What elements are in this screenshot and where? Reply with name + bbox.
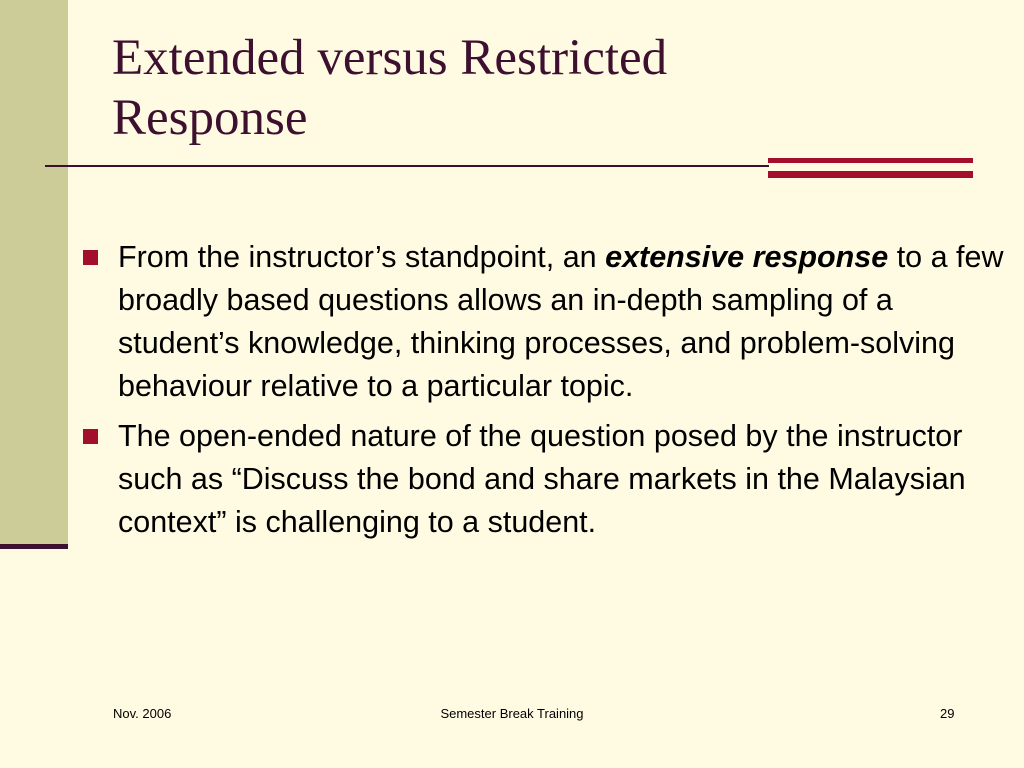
slide-body — [80, 236, 1015, 551]
sidebar-underline — [0, 544, 68, 549]
bullet-item-2 — [80, 415, 1015, 544]
bullet-1-emphasis: extensive response — [605, 240, 889, 274]
bullet-item-1 — [80, 236, 1015, 408]
title-accent-stripes — [768, 158, 973, 178]
slide-title — [112, 28, 932, 148]
page-number: 29 — [940, 706, 955, 721]
left-sidebar-bar — [0, 0, 68, 544]
title-divider — [45, 165, 769, 167]
square-bullet-icon — [83, 429, 98, 444]
bullet-2-text: The open-ended nature of the question posed by the instructor such as “Discuss the bond and share markets in the Malaysian context” is challenging to a student. — [118, 419, 966, 539]
footer-date: Nov. 2006 — [113, 706, 172, 721]
square-bullet-icon — [83, 250, 98, 265]
footer-title: Semester Break Training — [440, 706, 584, 721]
bullet-1-text-after: to a few broadly based questions allows an in-depth sampling of a student’s knowledge, thinking processes, and problem-solving behaviour relative to a particular topic. — [118, 240, 1004, 403]
slide-title-line1: Extended versus Restricted — [112, 30, 668, 86]
bullet-1-text-before: From the instructor’s standpoint, an — [118, 240, 606, 274]
slide-title-line2: Response — [112, 90, 308, 146]
